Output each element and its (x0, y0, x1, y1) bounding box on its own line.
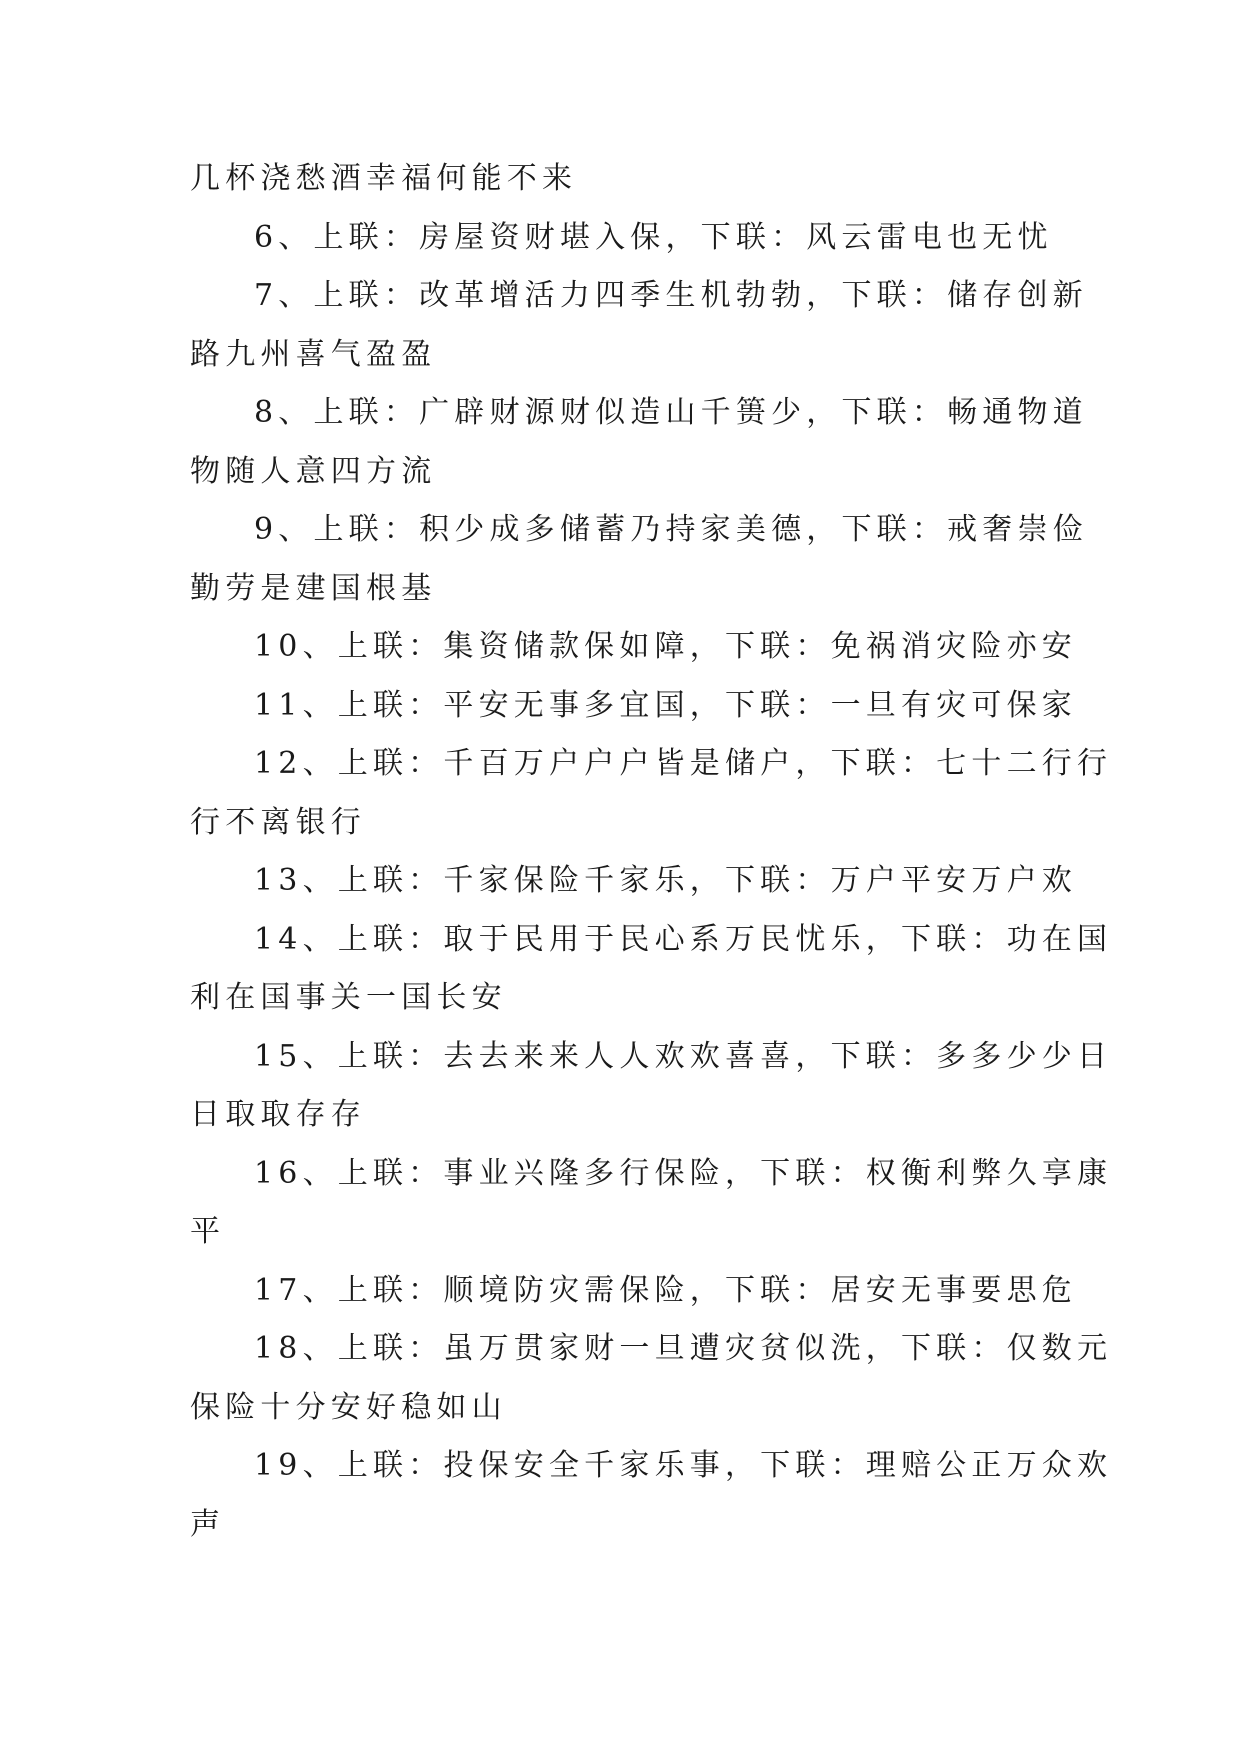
couplet-7: 7、上联：改革增活力四季生机勃勃，下联：储存创新 (254, 278, 1088, 313)
couplet-11: 11、上联：平安无事多宜国，下联：一旦有灾可保家 (254, 687, 1077, 723)
couplet-18: 18、上联：虽万贯家财一旦遭灾贫似洗，下联：仅数元 (254, 1331, 1113, 1366)
couplet-9: 9、上联：积少成多储蓄乃持家美德，下联：戒奢崇俭 (254, 512, 1088, 547)
text-line: 利在国事关一国长安 (190, 980, 507, 1015)
couplet-14: 14、上联：取于民用于民心系万民忧乐，下联：功在国 (254, 921, 1113, 957)
couplet-15: 15、上联：去去来来人人欢欢喜喜，下联：多多少少日 (254, 1038, 1113, 1074)
couplet-17: 17、上联：顺境防灾需保险，下联：居安无事要思危 (254, 1272, 1077, 1308)
text-line: 平 (190, 1214, 226, 1249)
couplet-6: 6、上联：房屋资财堪入保，下联：风云雷电也无忧 (254, 219, 1053, 255)
text-line: 勤劳是建国根基 (190, 570, 437, 606)
couplet-13: 13、上联：千家保险千家乐，下联：万户平安万户欢 (254, 863, 1077, 898)
text-line: 日取取存存 (190, 1097, 366, 1132)
couplet-19: 19、上联：投保安全千家乐事，下联：理赔公正万众欢 (254, 1448, 1113, 1483)
text-line: 路九州喜气盈盈 (190, 336, 437, 372)
text-line: 保险十分安好稳如山 (190, 1389, 507, 1425)
text-line: 几杯浇愁酒幸福何能不来 (190, 161, 578, 196)
couplet-8: 8、上联：广辟财源财似造山千篑少，下联：畅通物道 (254, 395, 1088, 430)
text-line: 行不离银行 (190, 804, 366, 840)
couplet-16: 16、上联：事业兴隆多行保险，下联：权衡利弊久享康 (254, 1155, 1113, 1191)
text-line: 物随人意四方流 (190, 453, 437, 489)
document-body (190, 150, 1113, 1554)
couplet-12: 12、上联：千百万户户户皆是储户，下联：七十二行行 (254, 746, 1113, 781)
couplet-10: 10、上联：集资储款保如障，下联：免祸消灾险亦安 (254, 629, 1077, 664)
text-line: 声 (190, 1506, 226, 1542)
